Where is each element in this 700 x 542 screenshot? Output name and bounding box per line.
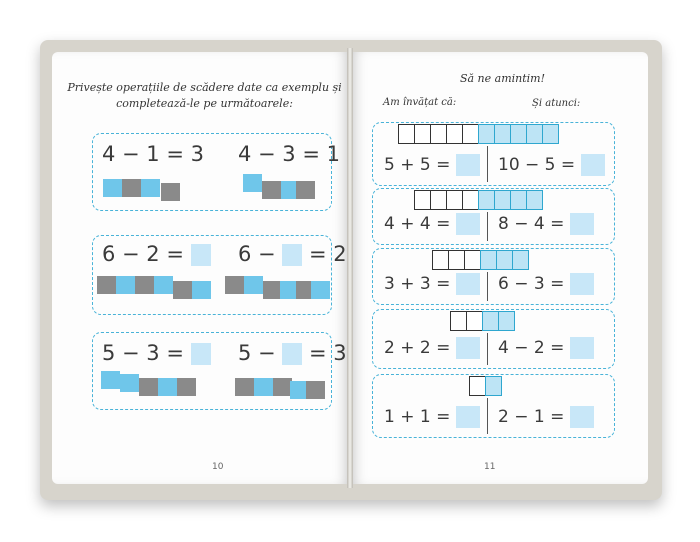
- subtraction-text: 4 − 2 =: [498, 338, 565, 358]
- answer-box[interactable]: [570, 337, 594, 359]
- divider-line: [487, 212, 488, 241]
- addition-text: 3 + 3 =: [384, 274, 451, 294]
- empty-cell: [432, 250, 449, 270]
- answer-box[interactable]: [570, 213, 594, 235]
- subtraction-text: 6 − 3 =: [498, 274, 565, 294]
- empty-cell: [446, 190, 463, 210]
- answer-box[interactable]: [282, 244, 302, 266]
- equation: 6 − 2 =: [102, 242, 211, 266]
- page-number-left: 10: [212, 462, 224, 472]
- colored-cell: [482, 311, 499, 331]
- label-learned: Am învățat că:: [383, 97, 457, 108]
- answer-box[interactable]: [456, 273, 480, 295]
- addition-text: 4 + 4 =: [384, 214, 451, 234]
- book-spine: [347, 48, 353, 488]
- addition-text: 2 + 2 =: [384, 338, 451, 358]
- answer-box[interactable]: [456, 213, 480, 235]
- empty-cell: [430, 190, 447, 210]
- empty-cell: [464, 250, 481, 270]
- counting-strip: [450, 311, 514, 331]
- page-number-right: 11: [484, 462, 496, 472]
- answer-box[interactable]: [570, 406, 594, 428]
- equation: 5 − 3 =: [102, 341, 211, 365]
- colored-cell: [494, 190, 511, 210]
- addition-equation: [384, 406, 480, 428]
- answer-box[interactable]: [456, 337, 480, 359]
- colored-cell: [498, 311, 515, 331]
- subtraction-equation: [498, 337, 594, 359]
- subtraction-text: 8 − 4 =: [498, 214, 565, 234]
- equation: 5 − = 3: [238, 341, 347, 365]
- addition-equation: [384, 154, 480, 176]
- empty-cell: [430, 124, 447, 144]
- empty-cell: [448, 250, 465, 270]
- addition-equation: [384, 273, 480, 295]
- addition-text: 1 + 1 =: [384, 407, 451, 427]
- colored-cell: [510, 190, 527, 210]
- colored-cell: [526, 124, 543, 144]
- colored-cell: [526, 190, 543, 210]
- empty-cell: [398, 124, 415, 144]
- subtraction-equation: [498, 273, 594, 295]
- colored-cell: [542, 124, 559, 144]
- empty-cell: [462, 190, 479, 210]
- left-instruction: Privește operațiile de scădere date ca exemplu și completează-le pe următoarele:: [67, 81, 342, 110]
- subtraction-equation: [498, 154, 605, 176]
- counting-strip: [414, 190, 542, 210]
- colored-cell: [494, 124, 511, 144]
- counting-strip: [398, 124, 558, 144]
- empty-cell: [469, 376, 486, 396]
- divider-line: [487, 398, 488, 434]
- right-title: Să ne amintim!: [459, 72, 546, 85]
- label-then: Și atunci:: [532, 98, 581, 109]
- answer-box[interactable]: [456, 406, 480, 428]
- counting-strip: [469, 376, 501, 396]
- answer-box[interactable]: [282, 343, 302, 365]
- addition-text: 5 + 5 =: [384, 155, 451, 175]
- colored-cell: [485, 376, 502, 396]
- empty-cell: [414, 124, 431, 144]
- subtraction-equation: [498, 213, 594, 235]
- divider-line: [487, 272, 488, 301]
- colored-cell: [510, 124, 527, 144]
- answer-box[interactable]: [191, 244, 211, 266]
- equation: 6 − = 2: [238, 242, 347, 266]
- equation: 4 − 1 = 3: [102, 142, 204, 166]
- empty-cell: [462, 124, 479, 144]
- answer-box[interactable]: [581, 154, 605, 176]
- equation: 4 − 3 = 1: [238, 142, 340, 166]
- addition-equation: [384, 213, 480, 235]
- answer-box[interactable]: [191, 343, 211, 365]
- colored-cell: [478, 190, 495, 210]
- empty-cell: [446, 124, 463, 144]
- empty-cell: [414, 190, 431, 210]
- colored-cell: [496, 250, 513, 270]
- divider-line: [487, 146, 488, 182]
- subtraction-text: 2 − 1 =: [498, 407, 565, 427]
- empty-cell: [450, 311, 467, 331]
- divider-line: [487, 333, 488, 365]
- answer-box[interactable]: [456, 154, 480, 176]
- addition-equation: [384, 337, 480, 359]
- subtraction-equation: [498, 406, 594, 428]
- empty-cell: [466, 311, 483, 331]
- colored-cell: [478, 124, 495, 144]
- colored-cell: [480, 250, 497, 270]
- counting-strip: [432, 250, 528, 270]
- colored-cell: [512, 250, 529, 270]
- subtraction-text: 10 − 5 =: [498, 155, 576, 175]
- answer-box[interactable]: [570, 273, 594, 295]
